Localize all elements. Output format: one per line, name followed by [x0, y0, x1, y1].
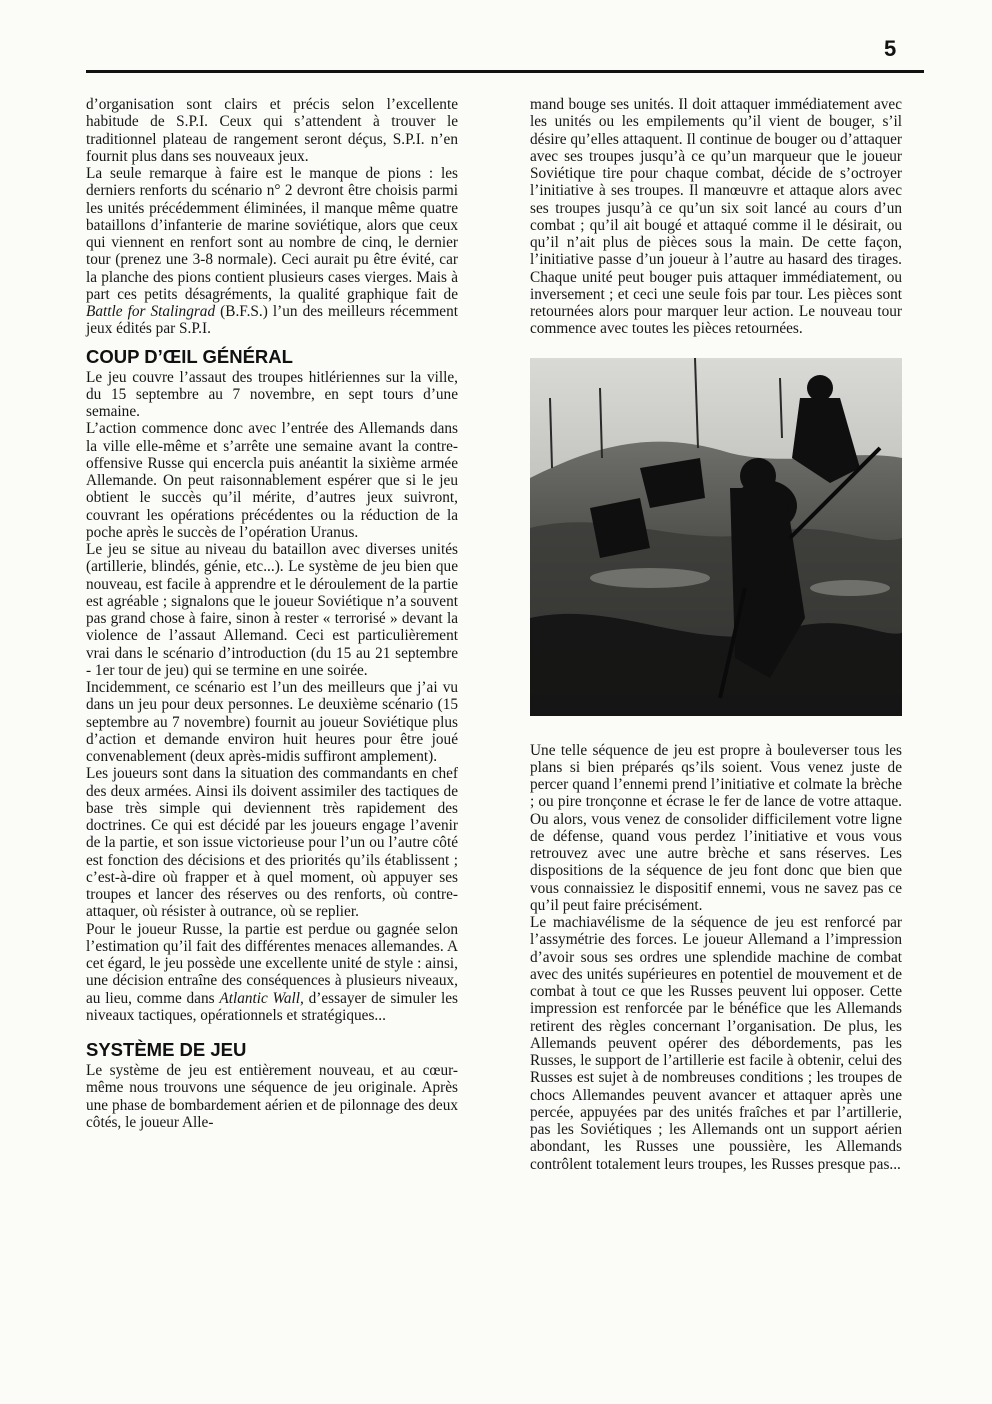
page-number: 5 [884, 36, 897, 61]
paragraph: Une telle séquence de jeu est propre à bouleverser tous les plans si bien préparés qs’ils soient. Vous venez juste de percer quand l’ennemi prend l’initiative et colmate la brèche ; ou pire tronçonne et écrase le fer de lance de votre attaque. Ou alors, vous venez de consolider difficilement votre ligne de défense, quand vous perdez l’initiative et vous vous retrouvez avec une autre brèche et sans réserves. Les dispositions de la séquence de jeu font donc que bien que vous connaissiez le dispositif ennemi, vous ne savez pas ce qu’il peut faire précisément. [530, 741, 902, 914]
paragraph: L’action commence donc avec l’entrée des Allemands dans la ville elle-même et s’arrête une semaine avant la contre-offensive Russe qui encercla puis anéantit la sixième armée Allemande. On peut raisonnablement espérer que si le jeu obtient le succès qu’il mérite, d’autres jeux suivront, couvrant les opérations précédentes ou la réduction de la poche après le succès de l’opération Uranus. [86, 420, 458, 541]
header-rule [86, 70, 924, 73]
left-column [86, 96, 458, 1131]
game-title: Atlantic Wall, [219, 989, 304, 1007]
paragraph: Les joueurs sont dans la situation des commandants en chef des deux armées. Ainsi ils doivent assimiler des tactiques de base très simple qui deviennent très rapidement des doctrines. Ce qui est décidé par les joueurs engage l’avenir de la partie, et son issue victorieuse pour l’un ou l’autre côté est fonction des décisions et des priorités qu’ils établissent ; c’est-à-dire où frapper et à quel moment, où appuyer ses troupes et lancer des réserves ou des renforts, où contre-attaquer, où résister à outrance, où se replier. [86, 765, 458, 921]
paragraph: Le machiavélisme de la séquence de jeu est renforcé par l’assymétrie des forces. Le joueur Allemand a l’impression d’avoir sous ses ordres une splendide machine de combat avec des unités supérieures en potentiel de mouvement et de combat à tout ce que les Russes peuvent lui opposer. Cette impression est renforcée par le bénéfice que les Allemands retirent des règles concernant l’organisation. De plus, les Allemands peuvent opérer des débordements, pas les Russes, le support de l’artillerie est facile à obtenir, celui des Russes est sujet à de nombreuses conditions ; les troupes de chocs Allemandes peuvent avancer et attaquer après une percée, appuyées par des unités fraîches et par l’artillerie, pas les Soviétiques ; les Allemands ont un support aérien abondant, les Russes une poussière, les Allemands contrôlent totalement leurs troupes, les Russes presque pas... [530, 914, 902, 1173]
paragraph: Incidemment, ce scénario est l’un des meilleurs que j’ai vu dans un jeu pour deux personnes. Le deuxième scénario (15 septembre au 7 novembre) fournit au joueur Soviétique plus d’action et demande environ huit heures pour être joué convenablement (deux après-midis suffiront amplement). [86, 679, 458, 765]
right-column [530, 96, 902, 1173]
paragraph: Le jeu se situe au niveau du bataillon avec diverses unités (artillerie, blindés, génie, etc...). Le système de jeu bien que nouveau, est facile à apprendre et le déroulement de la partie est agréable ; signalons que le joueur Soviétique n’a souvent pas grand chose à faire, sinon à rester « terrorisé » devant la violence de l’assaut Allemand. Ceci est particulièrement vrai dans le scénario d’introduction (du 15 au 21 septembre - 1er tour de jeu) qui se termine en une soirée. [86, 541, 458, 679]
war-photo [530, 358, 902, 716]
paragraph [86, 165, 458, 338]
paragraph: mand bouge ses unités. Il doit attaquer immédiatement avec les unités ou les empilements qu’il vient de bouger, s’il désire qu’elles attaquent. Il continue de bouger ou d’attaquer avec ses troupes jusqu’à ce qu’un marqueur que le joueur Soviétique tire pour chaque combat, décide de s’octroyer l’initiative à ses troupes. Il manœuvre et attaque alors avec ses troupes jusqu’à ce qu’un six soit lancé au cours d’un combat ; qu’il ait bougé et attaqué comme il le désirait, ou qu’il n’ait plus de pièces sous la main. De cette façon, l’initiative passe d’un joueur à l’autre au hasard des tirages. Chaque unité peut bouger puis attaquer immédiatement, ou inversement ; et ceci une seule fois par tour. Les pièces sont retournées alors pour marquer leur action. Le nouveau tour commence avec toutes les pièces retournées. [530, 96, 902, 338]
paragraph: Le jeu couvre l’assaut des troupes hitlériennes sur la ville, du 15 septembre au 7 novembre, en sept tours d’une semaine. [86, 368, 458, 420]
paragraph [86, 921, 458, 1025]
paragraph-text: d’essayer de simuler les niveaux tactiques, opérationnels et stratégiques... [86, 989, 458, 1024]
section-heading: SYSTÈME DE JEU [86, 1039, 247, 1060]
paragraph-text: (B.F.S.) l’un des meilleurs récemment jeux édités par S.P.I. [86, 303, 458, 338]
paragraph: d’organisation sont clairs et précis selon l’excellente habitude de S.P.I. Ceux qui s’attendent à trouver le traditionnel plateau de rangement seront déçus, S.P.I. n’en fournit plus dans ses nouveaux jeux. [86, 96, 458, 165]
paragraph-text: La seule remarque à faire est le manque de pions : les derniers renforts du scénario n° 2 devront être choisis parmi les unités précédemment éliminées, il manque même quatre bataillons d’infanterie de marine soviétique, alors que ceux qui viennent en renfort sont au nombre de cinq, le dernier tour (prenez une 3-8 normale). Ceci aurait pu être évité, car la planche des pions contient plusieurs cases vierges. Mais à part ces petits désagréments, la qualité graphique fait de [86, 165, 458, 303]
game-title: Battle for Stalingrad [86, 303, 216, 320]
paragraph-text: Pour le joueur Russe, la partie est perdue ou gagnée selon l’estimation qu’il fait des différentes menaces allemandes. A cet égard, le jeu possède une excellente unité de style : ainsi, une décision entraîne des conséquences à plusieurs niveaux, au lieu, comme dans [86, 920, 458, 1007]
section-heading: COUP D’ŒIL GÉNÉRAL [86, 345, 293, 367]
paragraph: Le système de jeu est entièrement nouveau, et au cœur-même nous trouvons une séquence de jeu originale. Après une phase de bombardement aérien et de pilonnage des deux côtés, le joueur Alle- [86, 1062, 458, 1131]
